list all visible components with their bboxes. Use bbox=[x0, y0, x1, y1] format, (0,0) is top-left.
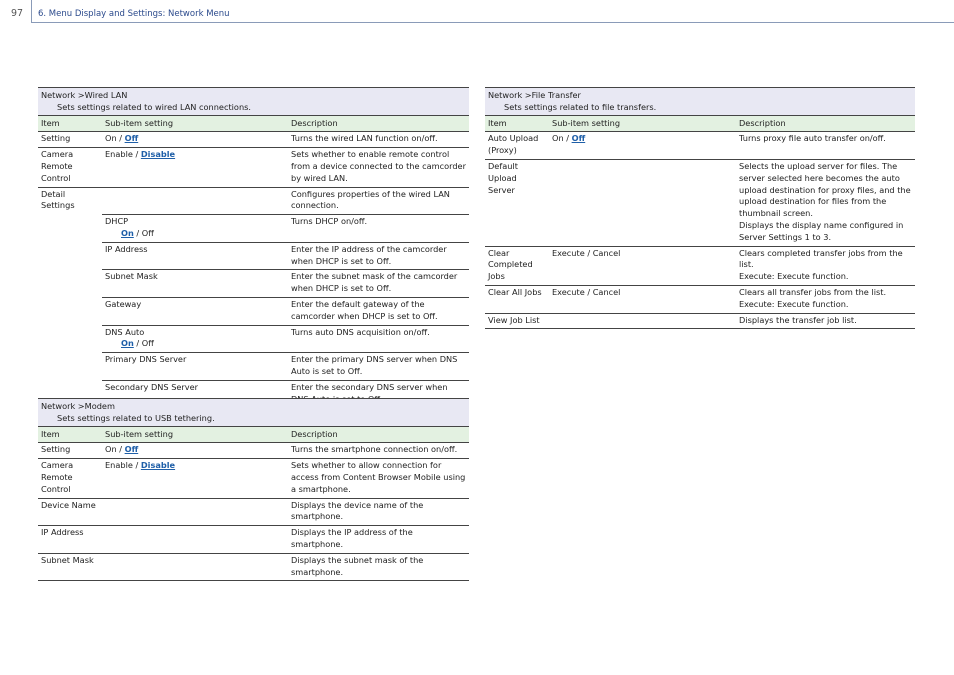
subitem-cell: Subnet Mask bbox=[102, 270, 288, 298]
table-row bbox=[38, 526, 469, 554]
column-header-subitem: Sub-item setting bbox=[102, 426, 288, 443]
column-header-row bbox=[38, 426, 469, 443]
table-row bbox=[38, 297, 469, 325]
table-row bbox=[485, 159, 915, 246]
table-title: Network >Wired LAN bbox=[41, 90, 128, 100]
item-cell: Device Name bbox=[38, 498, 288, 526]
description-cell: Enter the subnet mask of the camcorder when DHCP is set to Off. bbox=[288, 270, 469, 298]
description-text: Displays the display name configured in Server Settings 1 to 3. bbox=[739, 219, 904, 242]
table-subtitle: Sets settings related to wired LAN connections. bbox=[57, 101, 252, 112]
description-text: Clears all transfer jobs from the list. bbox=[739, 286, 887, 297]
description-cell: Enter the default gateway of the camcorder when DHCP is set to Off. bbox=[288, 297, 469, 325]
description-cell: Sets whether to allow connection for access from Content Browser Mobile using a smartphone. bbox=[288, 459, 469, 498]
table-row bbox=[38, 498, 469, 526]
subitem-cell bbox=[102, 443, 288, 459]
column-header-item: Item bbox=[38, 426, 102, 443]
description-cell: Sets whether to enable remote control from a device connected to the camcorder by wired LAN. bbox=[288, 148, 469, 187]
column-header-description: Description bbox=[288, 426, 469, 443]
item-cell: Camera Remote Control bbox=[38, 148, 102, 187]
header-divider bbox=[31, 0, 32, 23]
table-title-row bbox=[485, 88, 915, 116]
subitem-cell bbox=[102, 459, 288, 498]
description-text: Clears completed transfer jobs from the list. bbox=[739, 247, 903, 270]
description-text: Execute: Execute function. bbox=[739, 271, 849, 282]
option-text: / Off bbox=[133, 338, 154, 349]
column-header-description: Description bbox=[288, 115, 469, 132]
subitem-cell: Secondary DNS Server bbox=[102, 380, 288, 408]
table-row bbox=[485, 246, 915, 285]
table-title: Network >File Transfer bbox=[488, 90, 581, 100]
option-text: On / bbox=[105, 133, 125, 144]
description-cell: Configures properties of the wired LAN connection. bbox=[288, 187, 469, 215]
table-row bbox=[38, 132, 469, 148]
description-text: Execute: Execute function. bbox=[739, 298, 849, 309]
table-row bbox=[38, 148, 469, 187]
column-header-item: Item bbox=[38, 115, 102, 132]
default-option: Off bbox=[571, 133, 586, 144]
header-rule bbox=[31, 22, 954, 23]
subitem-cell bbox=[102, 148, 288, 187]
subitem-cell: Primary DNS Server bbox=[102, 353, 288, 381]
column-header-subitem: Sub-item setting bbox=[102, 115, 288, 132]
page-header bbox=[0, 0, 954, 24]
default-option: On bbox=[121, 227, 134, 238]
wired-lan-table bbox=[38, 87, 469, 408]
table-row bbox=[38, 553, 469, 581]
description-cell: Turns proxy file auto transfer on/off. bbox=[736, 132, 915, 160]
option-text: Enable / bbox=[105, 460, 141, 471]
subitem-cell bbox=[102, 132, 288, 148]
table-row bbox=[38, 242, 469, 270]
item-cell: View Job List bbox=[485, 313, 736, 329]
page-number: 97 bbox=[11, 8, 24, 19]
subitem-cell bbox=[102, 325, 288, 353]
table-title: Network >Modem bbox=[41, 401, 115, 411]
breadcrumb: 6. Menu Display and Settings: Network Menu bbox=[38, 9, 230, 19]
item-cell: Camera Remote Control bbox=[38, 459, 102, 498]
description-cell bbox=[736, 285, 915, 313]
subitem-name: DNS Auto bbox=[105, 326, 145, 337]
modem-table bbox=[38, 398, 469, 581]
description-cell bbox=[736, 159, 915, 246]
description-cell: Enter the secondary DNS server when bbox=[288, 380, 469, 408]
table-title-cell bbox=[38, 399, 469, 427]
table-row bbox=[38, 215, 469, 243]
default-option: Off bbox=[124, 133, 139, 144]
item-cell: Default Upload Server bbox=[485, 159, 549, 246]
item-cell: Setting bbox=[38, 132, 102, 148]
table-subtitle: Sets settings related to USB tethering. bbox=[57, 412, 215, 423]
table-title-cell bbox=[38, 88, 469, 116]
column-header-row bbox=[485, 115, 915, 132]
description-cell: Turns the smartphone connection on/off. bbox=[288, 443, 469, 459]
subitem-cell bbox=[549, 132, 736, 160]
description-cell bbox=[736, 246, 915, 285]
subitem-cell: Execute / Cancel bbox=[549, 285, 736, 313]
subitem-cell bbox=[102, 187, 288, 215]
table-subtitle: Sets settings related to file transfers. bbox=[504, 101, 657, 112]
default-option: Disable bbox=[140, 149, 176, 160]
item-cell: IP Address bbox=[38, 526, 288, 554]
description-text: Selects the upload server for files. The server selected here becomes the auto upload destination for proxy files, and the upload destination for files from the thumbnail screen. bbox=[739, 160, 911, 219]
description-cell: Turns auto DNS acquisition on/off. bbox=[288, 325, 469, 353]
subitem-cell: Gateway bbox=[102, 297, 288, 325]
table-row bbox=[38, 325, 469, 353]
table-row bbox=[485, 132, 915, 160]
table-row bbox=[38, 353, 469, 381]
column-header-subitem: Sub-item setting bbox=[549, 115, 736, 132]
description-cell: Displays the IP address of the smartphone. bbox=[288, 526, 469, 554]
description-cell: Displays the subnet mask of the smartphone. bbox=[288, 553, 469, 581]
default-option: On bbox=[121, 338, 134, 349]
subitem-cell bbox=[549, 159, 736, 246]
subitem-name: DHCP bbox=[105, 216, 129, 227]
table-row bbox=[38, 443, 469, 459]
subitem-cell bbox=[102, 215, 288, 243]
item-cell: Subnet Mask bbox=[38, 553, 288, 581]
option-text: Enable / bbox=[105, 149, 141, 160]
description-cell: Turns the wired LAN function on/off. bbox=[288, 132, 469, 148]
table-title-row bbox=[38, 88, 469, 116]
description-cell: Enter the primary DNS server when DNS Auto is set to Off. bbox=[288, 353, 469, 381]
item-cell: Clear Completed Jobs bbox=[485, 246, 549, 285]
table-row bbox=[38, 459, 469, 498]
item-cell: Clear All Jobs bbox=[485, 285, 549, 313]
table-row bbox=[485, 313, 915, 329]
file-transfer-table bbox=[485, 87, 915, 329]
item-cell: Auto Upload (Proxy) bbox=[485, 132, 549, 160]
table-title-row bbox=[38, 399, 469, 427]
default-option: Off bbox=[124, 444, 139, 455]
subitem-options bbox=[105, 338, 285, 350]
description-cell: Displays the device name of the smartphone. bbox=[288, 498, 469, 526]
default-option: Disable bbox=[140, 460, 176, 471]
item-cell: Detail Settings bbox=[41, 188, 75, 211]
subitem-cell: IP Address bbox=[102, 242, 288, 270]
option-text: On / bbox=[552, 133, 572, 144]
subitem-options bbox=[105, 228, 285, 240]
item-cell: Setting bbox=[38, 443, 102, 459]
option-text: / Off bbox=[133, 227, 154, 238]
table-row bbox=[38, 270, 469, 298]
column-header-item: Item bbox=[485, 115, 549, 132]
subitem-cell: Execute / Cancel bbox=[549, 246, 736, 285]
description-cell: Turns DHCP on/off. bbox=[288, 215, 469, 243]
column-header-description: Description bbox=[736, 115, 915, 132]
description-cell: Displays the transfer job list. bbox=[736, 313, 915, 329]
column-header-row bbox=[38, 115, 469, 132]
table-title-cell bbox=[485, 88, 915, 116]
option-text: On / bbox=[105, 444, 125, 455]
table-row bbox=[38, 187, 469, 215]
table-row bbox=[485, 285, 915, 313]
description-cell: Enter the IP address of the camcorder when DHCP is set to Off. bbox=[288, 242, 469, 270]
